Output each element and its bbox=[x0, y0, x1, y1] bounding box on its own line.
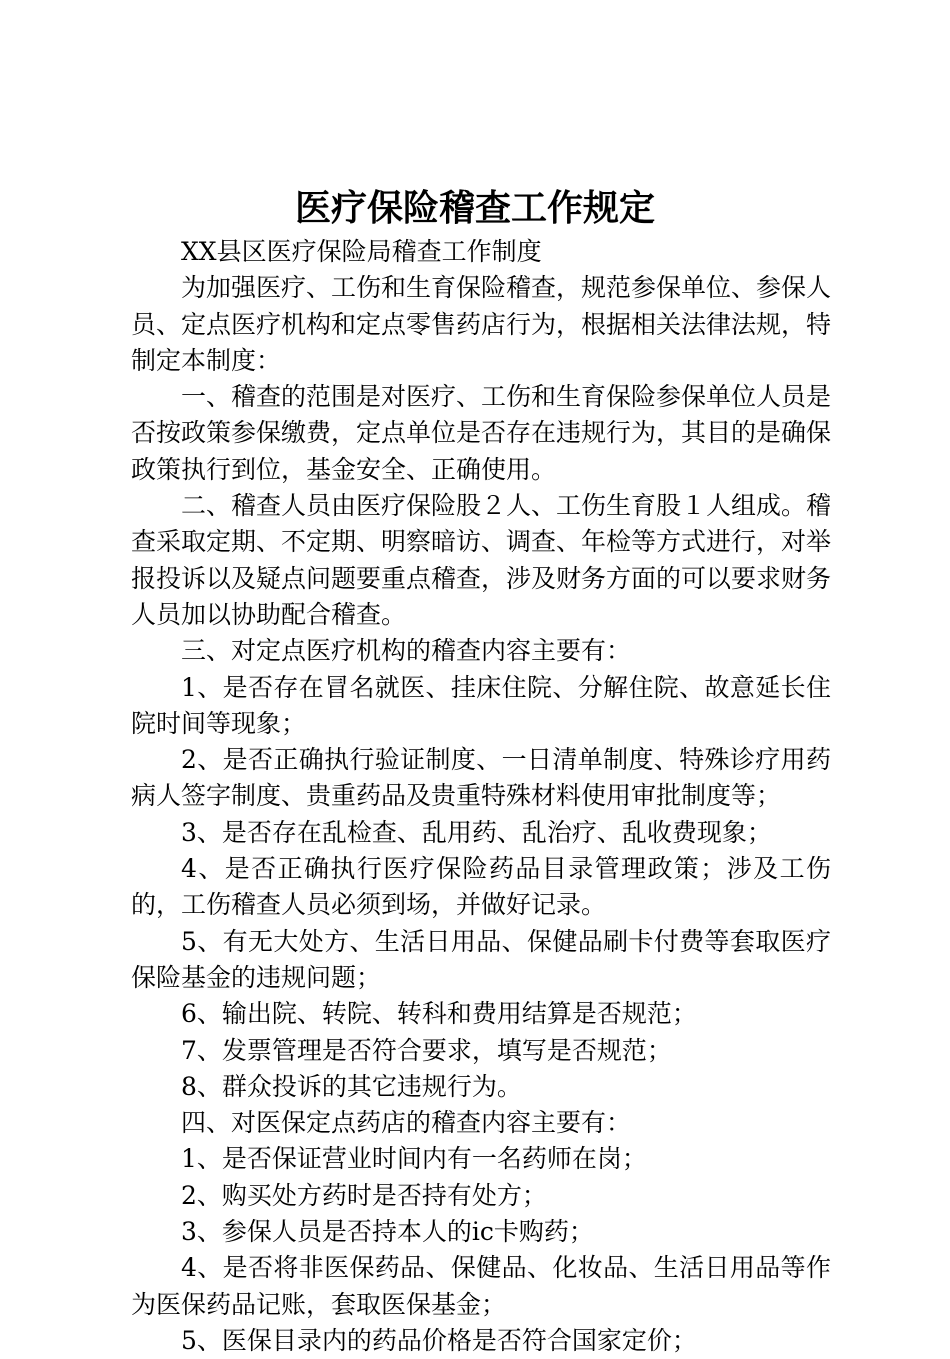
paragraph: 4、是否将非医保药品、保健品、化妆品、生活日用品等作为医保药品记账，套取医保基金； bbox=[131, 1253, 831, 1319]
paragraph: 1、是否保证营业时间内有一名药师在岗； bbox=[181, 1144, 647, 1174]
paragraph: 2、购买处方药时是否持有处方； bbox=[181, 1180, 547, 1210]
paragraph: XX县区医疗保险局稽查工作制度 bbox=[181, 237, 542, 266]
paragraph: 6、输出院、转院、转科和费用结算是否规范； bbox=[181, 999, 697, 1029]
paragraph: 3、参保人员是否持本人的ic卡购药； bbox=[181, 1217, 594, 1247]
document-title: 医疗保险稽查工作规定 bbox=[294, 187, 655, 229]
paragraph: 2、是否正确执行验证制度、一日清单制度、特殊诊疗用药病人签字制度、贵重药品及贵重特殊材料使用审批制度等； bbox=[131, 745, 831, 811]
paragraph: 一、稽查的范围是对医疗、工伤和生育保险参保单位人员是否按政策参保缴费，定点单位是否存在违规行为，其目的是确保政策执行到位，基金安全、正确使用。 bbox=[131, 382, 832, 484]
document-body bbox=[131, 234, 831, 1359]
paragraph: 5、医保目录内的药品价格是否符合国家定价； bbox=[181, 1325, 697, 1355]
paragraph: 四、对医保定点药店的稽查内容主要有： bbox=[181, 1108, 632, 1138]
paragraph: 二、稽查人员由医疗保险股２人、工伤生育股１人组成。稽查采取定期、不定期、明察暗访、调查、年检等方式进行，对举报投诉以及疑点问题要重点稽查，涉及财务方面的可以要求财务人员加以协助配合稽查。 bbox=[131, 491, 832, 629]
paragraph: 8、群众投诉的其它违规行为。 bbox=[181, 1071, 522, 1101]
paragraph: 1、是否存在冒名就医、挂床住院、分解住院、故意延长住院时间等现象； bbox=[131, 672, 831, 738]
paragraph: 为加强医疗、工伤和生育保险稽查，规范参保单位、参保人员、定点医疗机构和定点零售药店行为，根据相关法律法规，特制定本制度： bbox=[131, 273, 832, 375]
paragraph: 7、发票管理是否符合要求，填写是否规范； bbox=[181, 1035, 672, 1065]
paragraph: 5、有无大处方、生活日用品、保健品刷卡付费等套取医疗保险基金的违规问题； bbox=[131, 926, 831, 992]
paragraph: 三、对定点医疗机构的稽查内容主要有： bbox=[181, 636, 632, 666]
paragraph: 3、是否存在乱检查、乱用药、乱治疗、乱收费现象； bbox=[181, 817, 772, 847]
paragraph: 4、是否正确执行医疗保险药品目录管理政策；涉及工伤的，工伤稽查人员必须到场，并做好记录。 bbox=[131, 854, 831, 920]
